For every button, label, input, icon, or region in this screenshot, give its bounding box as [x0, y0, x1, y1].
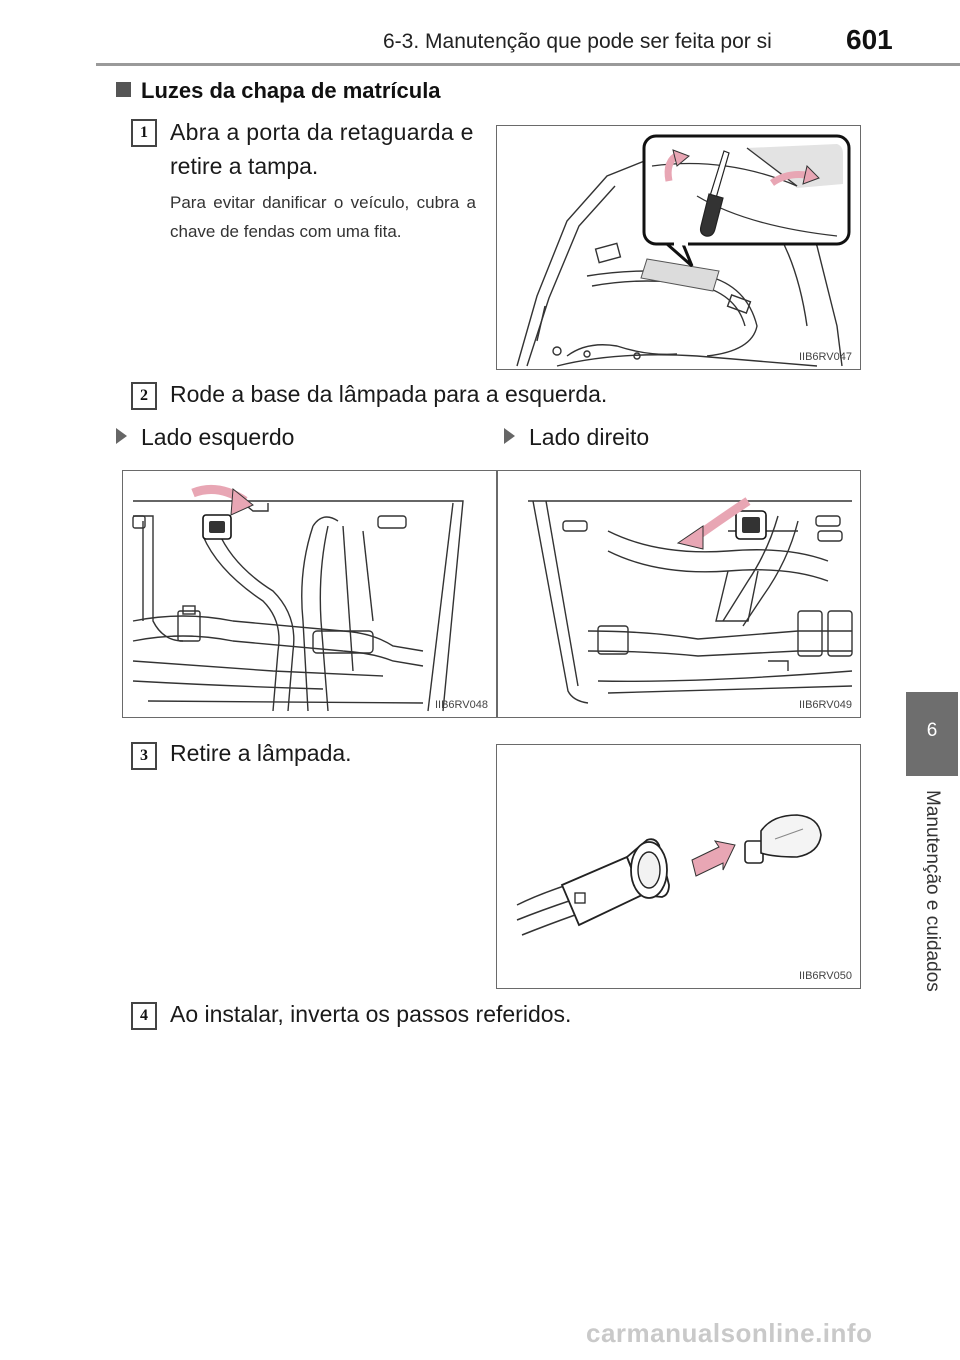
header-rule — [96, 63, 960, 66]
right-side-illustration — [498, 471, 862, 719]
left-side-illustration — [123, 471, 498, 719]
tailgate-illustration — [497, 126, 862, 371]
step-1-note: Para evitar danificar o veículo, cubra a chave de fendas com uma fita. — [170, 193, 476, 241]
figure-code: IIB6RV047 — [798, 351, 852, 363]
section-heading — [116, 78, 441, 104]
step-1-text — [170, 115, 474, 183]
figure-bulb-removal — [496, 744, 861, 989]
step-2-text: Rode a base da lâmpada para a esquerda. — [170, 381, 608, 407]
step-number-1: 1 — [131, 119, 157, 147]
step-number-4: 4 — [131, 1002, 157, 1030]
step-1-text-line-2: retire a tampa. — [170, 153, 319, 179]
figure-left-side-socket — [122, 470, 497, 718]
figure-right-side-socket — [497, 470, 861, 718]
chapter-tab — [906, 692, 958, 776]
figure-code: IIB6RV049 — [798, 699, 852, 711]
figure-code: IIB6RV050 — [798, 970, 852, 982]
triangle-bullet-icon — [504, 428, 515, 444]
watermark: carmanualsonline.info — [586, 1318, 873, 1348]
step-number-2: 2 — [131, 382, 157, 410]
header-section-title: 6-3. Manutenção que pode ser feita por si — [383, 30, 772, 53]
figure-tailgate-cover — [496, 125, 861, 370]
page-number: 601 — [846, 24, 893, 55]
sub-label-left-text: Lado esquerdo — [141, 424, 295, 450]
step-4-text: Ao instalar, inverta os passos referidos. — [170, 1001, 572, 1027]
chapter-label: Manutenção e cuidados — [922, 790, 943, 992]
triangle-bullet-icon — [116, 428, 127, 444]
chapter-number: 6 — [926, 720, 938, 741]
sub-label-left-side — [116, 424, 294, 451]
step-1-text-line-1: Abra a porta da retaguarda e — [170, 119, 474, 145]
step-3-text: Retire a lâmpada. — [170, 740, 352, 766]
sub-label-right-text: Lado direito — [529, 424, 650, 450]
sub-label-right-side — [504, 424, 649, 451]
step-number-3: 3 — [131, 742, 157, 770]
section-heading-text: Luzes da chapa de matrícula — [141, 78, 441, 103]
figure-code: IIB6RV048 — [434, 699, 488, 711]
bulb-illustration — [497, 745, 862, 990]
square-bullet-icon — [116, 82, 131, 97]
